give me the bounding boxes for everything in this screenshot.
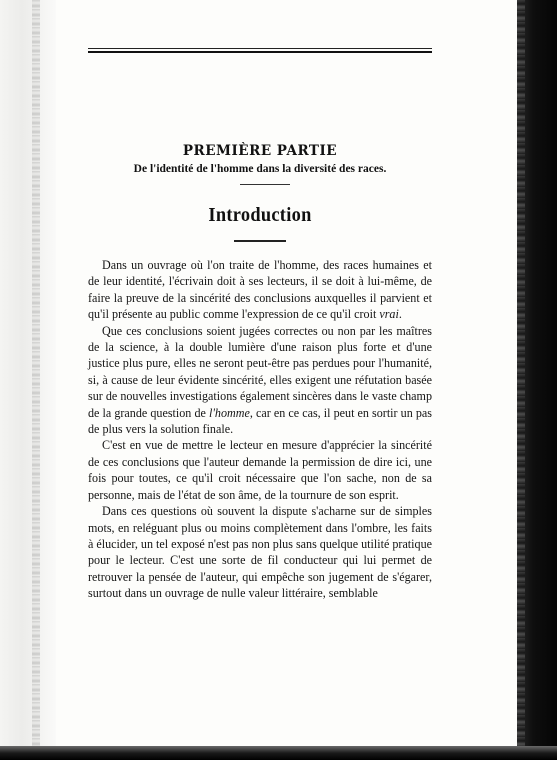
header-rule-thin	[88, 48, 432, 49]
paragraph-text: .	[398, 307, 402, 322]
left-page-edge	[0, 0, 56, 760]
header-rule	[88, 48, 432, 53]
paragraph-text: , car en ce cas, il peut en sortir un pas de plus vers la solution finale.	[88, 405, 432, 437]
subtitle-rule	[240, 184, 290, 185]
header-rule-thick	[88, 51, 432, 53]
paragraph-text-italic: vrai	[379, 307, 399, 322]
body-text	[88, 257, 432, 602]
paragraph-text: Dans ces questions où souvent la dispute s'acharne sur de simples mots, en reléguant plus ou moins complètement dans l'ombre, les faits à élucider, un tel exposé n'est pas non plus sans quelque utilité pratique pour le lecteur. C'est une sorte de fil conducteur qui lui permet de retrouver la pensée de l'auteur, qui empêche son jugement de s'égarer, surtout dans un ouvrage de nulle valeur littéraire, semblable	[88, 504, 432, 601]
part-title: PREMIÈRE PARTIE	[182, 143, 338, 159]
bottom-page-edge	[0, 746, 557, 760]
title-rule	[234, 240, 286, 242]
paragraph	[88, 437, 432, 503]
right-page-edge	[517, 0, 557, 760]
chapter-title: Introduction	[208, 204, 312, 226]
paragraph-text: C'est en vue de mettre le lecteur en mesure d'apprécier la sincérité de ces conclusions que l'auteur demande la permission de dire ici, une fois pour toutes, ce qu'il croit nécessaire que l'on sache, non de sa personne, mais de l'état de son âme, de la tournure de son esprit.	[88, 438, 432, 502]
paragraph	[88, 257, 432, 323]
paragraph	[88, 323, 432, 438]
paragraph-text: Que ces conclusions soient jugées correctes ou non par les maîtres de la science, à la double lumière d'une raison plus forte et d'une justice plus pure, elles ne seront peut-être pas perdues pour l'humanité, si, à cause de leur évidente sincérité, elles exigent une réfutation basée sur de nouvelles investigations également sincères dans le vaste champ de la grande question de	[88, 323, 432, 420]
paragraph-text: Dans un ouvrage où l'on traite de l'homme, des races humaines et de leur identité, l'écrivain doit à ses lecteurs, il se doit à lui-même, de faire la preuve de la sincérité des conclusions auxquelles il parvient et qu'il présente au public comme l'expression de ce qu'il croit	[88, 258, 432, 322]
part-subtitle: De l'identité de l'homme dans la diversité des races.	[133, 163, 387, 175]
paragraph	[88, 503, 432, 601]
paragraph-text-italic: l'homme	[208, 405, 250, 420]
